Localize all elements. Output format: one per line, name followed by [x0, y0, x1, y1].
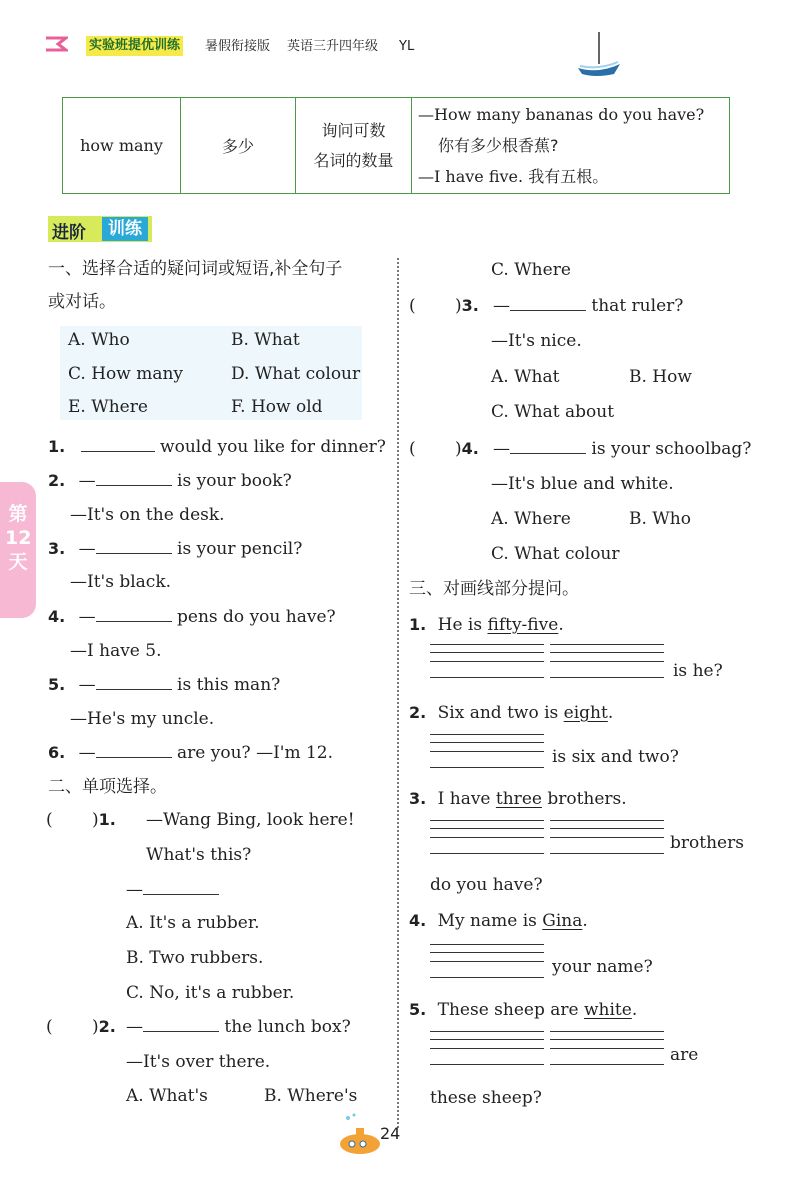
s2-q4-paren-close[interactable]	[455, 439, 479, 459]
s1-item-3-text: is your pencil?	[177, 539, 303, 559]
s1-item-4-num: 4.	[48, 607, 66, 626]
s3-item-1-line-a4	[430, 677, 544, 678]
option-c: C. How many	[68, 364, 184, 384]
s2-q1-paren-close[interactable]	[92, 810, 116, 830]
s1-item-3-num: 3.	[48, 539, 66, 558]
section2-title: 二、单项选择。	[48, 777, 167, 797]
edition-label: 暑假衔接版	[205, 39, 271, 54]
s3-item-2	[409, 703, 613, 723]
s1-item-4-text: pens do you have?	[177, 607, 336, 627]
option-e: E. Where	[68, 397, 148, 417]
s3-item-5-line-b3	[550, 1048, 664, 1049]
s3-item-4-tail: your name?	[552, 957, 653, 977]
s2-q1-opt-a: A. It's a rubber.	[126, 913, 260, 933]
s3-item-2-post: .	[607, 703, 614, 723]
s3-item-5-line-a4	[430, 1064, 544, 1065]
s1-item-1	[48, 437, 386, 457]
s3-item-2-num: 2.	[409, 703, 427, 722]
s3-item-4-underlined: Gina	[542, 911, 583, 931]
s2-q3-opt-c: C. What about	[491, 402, 615, 422]
s2-q3-close-glyph: )	[455, 296, 462, 316]
s3-item-1-line-b1	[550, 644, 664, 645]
s2-q3-opt-b: B. How	[629, 367, 692, 387]
s2-q2-line	[126, 1017, 351, 1037]
s2-q2-num: 2.	[98, 1017, 116, 1036]
s2-q4-text: is your schoolbag?	[591, 439, 752, 459]
s3-item-1	[409, 615, 564, 635]
s1-item-4-blank[interactable]	[96, 607, 172, 622]
s3-item-5-line-a3	[430, 1048, 544, 1049]
s3-item-1-line-b4	[550, 677, 664, 678]
option-a: A. Who	[68, 330, 130, 350]
s3-item-3-num: 3.	[409, 789, 427, 808]
s1-item-1-blank[interactable]	[81, 437, 155, 452]
s1-item-2-text: is your book?	[177, 471, 292, 491]
s3-item-2-tail: is six and two?	[552, 747, 679, 767]
s1-item-2-reply: —It's on the desk.	[70, 505, 225, 525]
s3-item-2-line-3	[430, 751, 544, 752]
s2-q2-paren-open: (	[46, 1017, 53, 1037]
s1-item-1-num: 1.	[48, 437, 66, 456]
s1-item-3-reply: —It's black.	[70, 572, 172, 592]
day-side-tab	[0, 482, 36, 618]
s2-q2-opt-c: C. Where	[491, 260, 571, 280]
s3-item-5	[409, 1000, 637, 1020]
s3-item-5-line-a2	[430, 1039, 544, 1040]
s1-item-5	[48, 675, 280, 695]
s3-item-3-line-a3	[430, 837, 544, 838]
s3-item-3-line-b4	[550, 853, 664, 854]
sailboat-icon	[574, 30, 624, 80]
s1-item-2-dash: —	[78, 471, 96, 491]
publisher-code: YL	[399, 39, 415, 54]
s3-item-4-line-4	[430, 977, 544, 978]
table-cell-usage	[296, 98, 412, 194]
s1-item-2-num: 2.	[48, 471, 66, 490]
table-cell-example	[412, 98, 730, 194]
s2-q1-blank[interactable]	[143, 880, 219, 895]
s2-q2-close-glyph: )	[92, 1017, 99, 1037]
s1-item-3-blank[interactable]	[96, 539, 172, 554]
s2-q4-opt-c: C. What colour	[491, 544, 620, 564]
s2-q1-close-glyph: )	[92, 810, 99, 830]
series-logo-icon	[44, 34, 68, 52]
s3-item-1-tail: is he?	[673, 661, 723, 681]
s3-item-1-line-a1	[430, 644, 544, 645]
grade-label: 英语三升四年级	[287, 39, 379, 54]
s3-item-1-pre: He is	[437, 615, 488, 635]
usage-line-1: 询问可数	[321, 120, 386, 140]
usage-line-2: 名词的数量	[313, 150, 394, 170]
s3-item-4-line-3	[430, 961, 544, 962]
s3-item-2-underlined: eight	[563, 703, 608, 723]
s1-item-3	[48, 539, 302, 559]
s2-q3-paren-open: (	[409, 296, 416, 316]
s1-item-5-text: is this man?	[177, 675, 281, 695]
example-answer: —I have five. 我有五根。	[418, 167, 609, 186]
s3-item-1-line-b2	[550, 652, 664, 653]
s2-q4-opt-b: B. Who	[629, 509, 691, 529]
s3-item-4-pre: My name is	[437, 911, 543, 931]
s3-item-2-line-1	[430, 734, 544, 735]
s3-item-3-line-b2	[550, 828, 664, 829]
s2-q1-paren-open: (	[46, 810, 53, 830]
example-question: —How many bananas do you have?	[418, 105, 705, 124]
s3-item-1-line-b3	[550, 661, 664, 662]
s3-item-4-post: .	[582, 911, 588, 931]
s2-q4-blank[interactable]	[510, 439, 586, 454]
s2-q3-paren-close[interactable]	[455, 296, 479, 316]
s3-item-1-underlined: fifty-five	[487, 615, 559, 635]
s1-item-6	[48, 743, 333, 763]
s2-q2-dash: —	[126, 1017, 143, 1037]
s3-item-3	[409, 789, 627, 809]
badge-label-main: 进阶	[52, 223, 86, 243]
s2-q3-blank[interactable]	[510, 296, 586, 311]
s3-item-3-line-b1	[550, 820, 664, 821]
s3-item-3-line-a4	[430, 853, 544, 854]
s3-item-5-post: .	[631, 1000, 638, 1020]
day-label: 第12天	[5, 503, 32, 573]
s3-item-3-underlined: three	[495, 789, 542, 809]
s2-q1-answer	[126, 880, 219, 900]
section1-title-cont: 或对话。	[48, 292, 116, 312]
s1-item-5-reply: —He's my uncle.	[70, 709, 215, 729]
s3-item-5-num: 5.	[409, 1000, 427, 1019]
s2-q4-opt-a: A. Where	[491, 509, 571, 529]
s1-item-2-blank[interactable]	[96, 471, 172, 486]
s1-item-4-dash: —	[78, 607, 96, 627]
s3-item-1-post: .	[558, 615, 564, 635]
s1-item-6-dash: —	[78, 743, 96, 763]
section3-title: 三、对画线部分提问。	[409, 579, 579, 599]
s3-item-1-num: 1.	[409, 615, 427, 634]
page-number: 24	[380, 1124, 401, 1143]
s1-item-2	[48, 471, 292, 491]
table-cell-meaning: 多少	[181, 98, 296, 194]
s2-q3-text: that ruler?	[591, 296, 684, 316]
s2-q4-close-glyph: )	[455, 439, 462, 459]
section1-title: 一、选择合适的疑问词或短语,补全句子	[48, 259, 343, 279]
s2-q1-line2: What's this?	[146, 845, 252, 865]
s2-q1-opt-c: C. No, it's a rubber.	[126, 983, 295, 1003]
s2-q4-reply: —It's blue and white.	[491, 474, 674, 494]
series-title: 实验班提优训练	[86, 36, 183, 56]
s3-item-2-line-2	[430, 742, 544, 743]
option-f: F. How old	[231, 397, 323, 417]
vocab-table	[62, 97, 730, 194]
s2-q3-dash: —	[493, 296, 510, 316]
s3-item-5-line-b4	[550, 1064, 664, 1065]
s3-item-3-line-a2	[430, 828, 544, 829]
s3-item-2-pre: Six and two is	[437, 703, 564, 723]
s2-q1-dash: —	[126, 880, 143, 900]
s3-item-5-line-a1	[430, 1031, 544, 1032]
s1-item-5-blank[interactable]	[96, 675, 172, 690]
s3-item-4	[409, 911, 588, 931]
s3-item-3-tail2: do you have?	[430, 875, 543, 895]
s1-item-5-num: 5.	[48, 675, 66, 694]
s2-q4-dash: —	[493, 439, 510, 459]
s2-q4-paren-open: (	[409, 439, 416, 459]
s3-item-4-num: 4.	[409, 911, 427, 930]
s2-q3-line	[493, 296, 683, 316]
s2-q2-reply: —It's over there.	[126, 1052, 271, 1072]
s2-q3-reply: —It's nice.	[491, 331, 582, 351]
s1-item-1-text: would you like for dinner?	[160, 437, 386, 457]
submarine-icon	[336, 1112, 382, 1158]
s1-item-3-dash: —	[78, 539, 96, 559]
column-divider	[397, 258, 399, 1128]
s1-item-6-text: are you? —I'm 12.	[177, 743, 334, 763]
s3-item-1-line-a3	[430, 661, 544, 662]
s3-item-3-post: brothers.	[541, 789, 627, 809]
s2-q4-line	[493, 439, 751, 459]
s2-q1-opt-b: B. Two rubbers.	[126, 948, 264, 968]
option-b: B. What	[231, 330, 300, 350]
s3-item-1-line-a2	[430, 652, 544, 653]
s3-item-3-tail: brothers	[670, 833, 744, 853]
option-d: D. What colour	[231, 364, 361, 384]
example-question-cn: 你有多少根香蕉?	[438, 136, 559, 155]
s1-item-4-reply: —I have 5.	[70, 641, 162, 661]
s3-item-3-line-b3	[550, 837, 664, 838]
s3-item-5-tail2: these sheep?	[430, 1088, 542, 1108]
s3-item-3-pre: I have	[437, 789, 496, 809]
s2-q3-num: 3.	[461, 296, 479, 315]
s3-item-5-line-b2	[550, 1039, 664, 1040]
s2-q1-line1: —Wang Bing, look here!	[146, 810, 355, 830]
s2-q2-blank[interactable]	[143, 1017, 219, 1032]
s1-item-5-dash: —	[78, 675, 96, 695]
section-badge	[48, 216, 152, 242]
s3-item-3-line-a1	[430, 820, 544, 821]
s2-q2-opt-b: B. Where's	[264, 1086, 358, 1106]
s3-item-2-line-4	[430, 767, 544, 768]
s2-q1-num: 1.	[98, 810, 116, 829]
table-cell-word: how many	[63, 98, 181, 194]
s2-q3-opt-a: A. What	[491, 367, 560, 387]
s3-item-5-line-b1	[550, 1031, 664, 1032]
s2-q4-num: 4.	[461, 439, 479, 458]
s3-item-5-pre: These sheep are	[437, 1000, 584, 1020]
s3-item-4-line-1	[430, 944, 544, 945]
s3-item-5-underlined: white	[583, 1000, 632, 1020]
s3-item-4-line-2	[430, 952, 544, 953]
s2-q2-opt-a: A. What's	[126, 1086, 208, 1106]
badge-label-accent: 训练	[102, 217, 148, 241]
s2-q2-text: the lunch box?	[224, 1017, 351, 1037]
s1-item-6-blank[interactable]	[96, 743, 172, 758]
s1-item-6-num: 6.	[48, 743, 66, 762]
s1-item-4	[48, 607, 336, 627]
s3-item-5-tail: are	[670, 1045, 699, 1065]
s2-q2-paren-close[interactable]	[92, 1017, 116, 1037]
